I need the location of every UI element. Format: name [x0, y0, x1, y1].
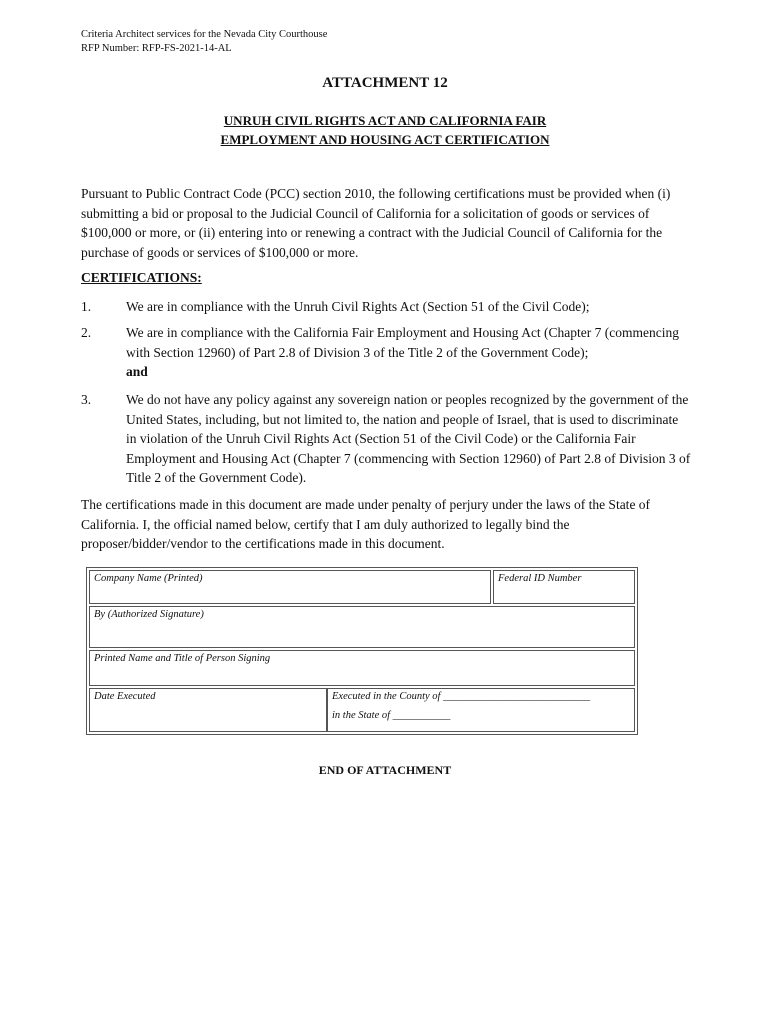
item-text	[126, 323, 691, 382]
date-executed-field[interactable]	[89, 688, 327, 732]
document-header	[81, 28, 327, 56]
company-name-label: Company Name (Printed)	[94, 573, 203, 584]
signature-label: By (Authorized Signature)	[94, 609, 204, 620]
item-number: 2.	[81, 325, 92, 340]
attachment-title: ATTACHMENT 12	[322, 75, 448, 91]
closing-paragraph: The certifications made in this document are made under penalty of perjury under the laws of the State of California. I, the official named below, certify that I am duly authorized to legally bind the proposer/bidder/vendor to the certifications made in this document.	[81, 497, 651, 551]
header-rfp-line: RFP Number: RFP-FS-2021-14-AL	[81, 43, 232, 54]
header-project-line: Criteria Architect services for the Nevada City Courthouse	[81, 29, 328, 40]
item-suffix: and	[126, 364, 148, 379]
item-text-body: We are in compliance with the California Fair Employment and Housing Act (Chapter 7 (commencing with Section 12960) of Part 2.8 of Division 3 of the Title 2 of the Government Code);	[126, 325, 680, 360]
federal-id-field[interactable]	[493, 570, 635, 604]
item-number: 3.	[81, 392, 92, 407]
execution-row	[89, 688, 635, 732]
subtitle-line-2: EMPLOYMENT AND HOUSING ACT CERTIFICATION	[220, 132, 550, 147]
county-label: Executed in the County of ____________________________	[332, 691, 591, 702]
execution-location-field[interactable]	[327, 688, 635, 732]
item-text	[126, 297, 691, 317]
item-number: 1.	[81, 299, 92, 314]
item-text-body: We are in compliance with the Unruh Civil Rights Act (Section 51 of the Civil Code);	[126, 299, 590, 314]
signature-field[interactable]	[89, 606, 635, 648]
signature-form-table	[86, 567, 638, 735]
subtitle-line-1: UNRUH CIVIL RIGHTS ACT AND CALIFORNIA FAIR	[223, 113, 547, 128]
execution-subtable	[89, 688, 635, 732]
certifications-heading: CERTIFICATIONS:	[81, 270, 202, 285]
item-text	[126, 390, 691, 488]
federal-id-label: Federal ID Number	[498, 573, 582, 584]
date-executed-label: Date Executed	[94, 691, 156, 702]
end-of-attachment: END OF ATTACHMENT	[318, 763, 452, 777]
state-label: in the State of ___________	[332, 710, 451, 721]
printed-name-field[interactable]	[89, 650, 635, 686]
printed-name-label: Printed Name and Title of Person Signing	[94, 653, 271, 664]
item-text-body: We do not have any policy against any sovereign nation or peoples recognized by the government of the United States, including, but not limited to, the nation and people of Israel, that is used to discriminate in violation of the Unruh Civil Rights Act (Section 51 of the Civil Code) or the California Fair Employment and Housing Act (Chapter 7 (commencing with Section 12960) of Part 2.8 of Division 3 of Title 2 of the Government Code).	[126, 392, 691, 485]
intro-paragraph: Pursuant to Public Contract Code (PCC) section 2010, the following certifications must be provided when (i) submitting a bid or proposal to the Judicial Council of California for a solicitation of goods or services of $100,000 or more, or (ii) entering into or renewing a contract with the Judicial Council of California for the purchase of goods or services of $100,000 or more.	[81, 186, 671, 260]
company-name-field[interactable]	[89, 570, 491, 604]
